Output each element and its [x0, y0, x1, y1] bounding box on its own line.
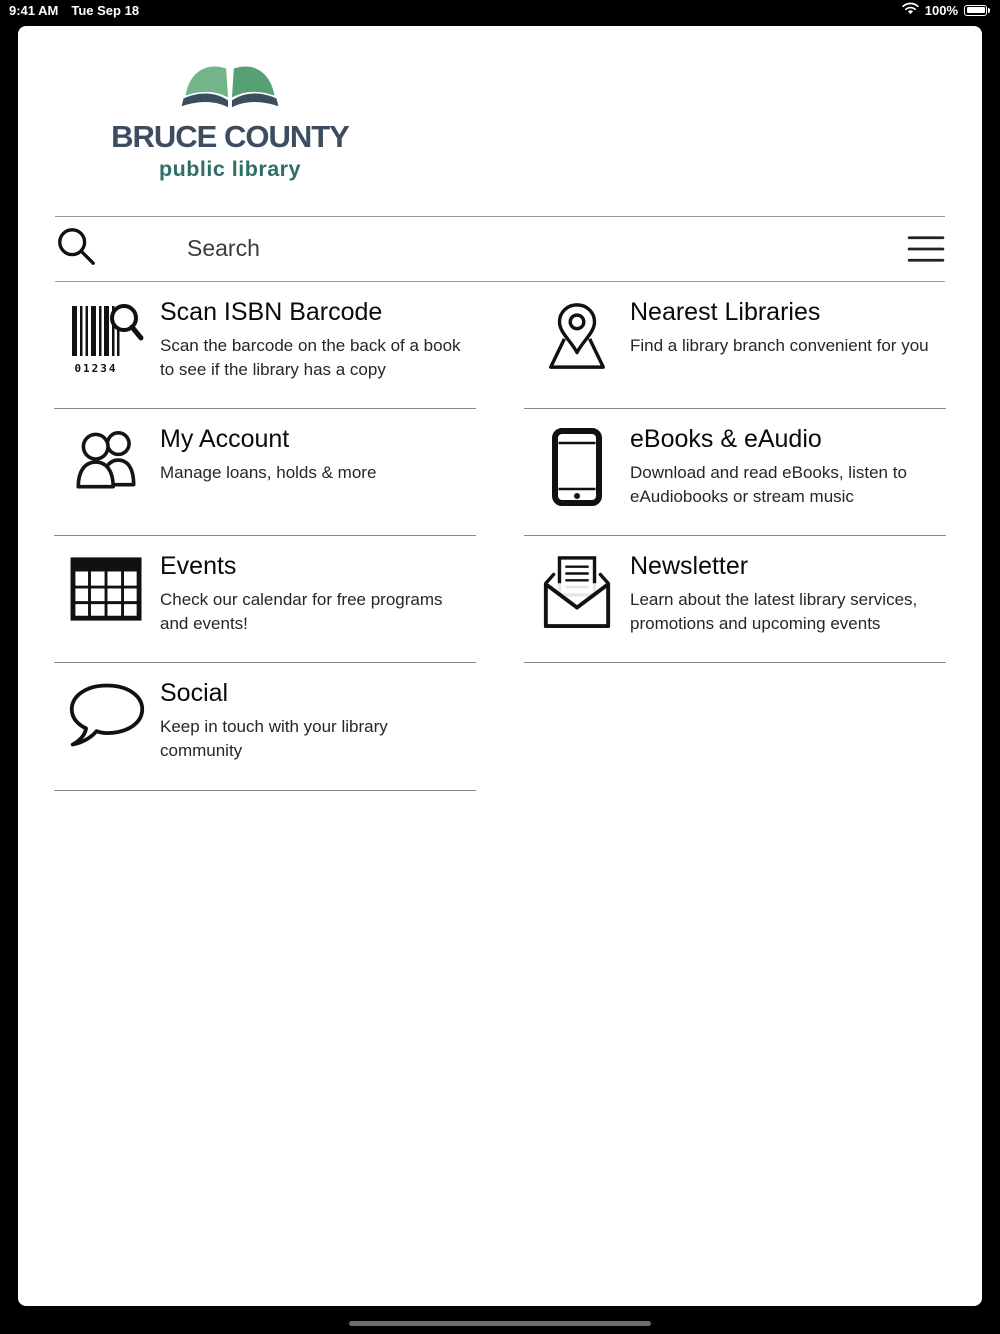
menu-item-description: Learn about the latest library services, promotions and upcoming events [630, 590, 918, 634]
logo-title: BRUCE COUNTY [111, 119, 349, 154]
logo-subtitle: public library [158, 156, 301, 181]
menu-item-my-account[interactable] [54, 409, 476, 536]
calendar-icon [54, 552, 160, 624]
barcode-scan-icon [54, 298, 160, 376]
library-logo [110, 52, 350, 182]
status-right [902, 2, 991, 19]
menu-item-social[interactable] [54, 663, 476, 790]
app-screen [18, 26, 982, 1306]
svg-text:01234: 01234 [74, 361, 118, 375]
menu-item-body [160, 552, 476, 636]
menu-item-body [160, 679, 476, 763]
menu-item-body [630, 425, 946, 509]
smartphone-icon [524, 425, 630, 507]
menu-item-ebooks-eaudio[interactable] [524, 409, 946, 536]
open-book-icon [170, 101, 290, 118]
hamburger-menu-icon[interactable] [907, 234, 945, 264]
menu-item-scan-isbn-barcode[interactable] [54, 282, 476, 409]
status-left [9, 3, 139, 18]
status-date: Tue Sep 18 [71, 2, 140, 18]
speech-bubble-icon [54, 679, 160, 749]
battery-percent: 100% [924, 2, 958, 18]
menu-item-title: Events [160, 552, 237, 581]
menu-item-description: Keep in touch with your library community [160, 717, 388, 761]
search-icon[interactable] [55, 225, 97, 272]
status-time: 9:41 AM [9, 2, 59, 18]
menu-grid [54, 282, 946, 791]
search-input[interactable]: Search [187, 235, 260, 262]
map-pin-icon [524, 298, 630, 372]
menu-item-title: My Account [160, 424, 290, 453]
menu-item-newsletter[interactable] [524, 536, 946, 663]
my-account-icon [54, 425, 160, 491]
menu-item-body [630, 552, 946, 636]
menu-item-nearest-libraries[interactable] [524, 282, 946, 409]
menu-item-title: Social [160, 679, 229, 708]
menu-item-body [160, 425, 378, 485]
menu-item-description: Manage loans, holds & more [160, 462, 377, 482]
menu-item-description: Scan the barcode on the back of a book to see if the library has a copy [160, 335, 461, 379]
menu-item-body [630, 298, 931, 358]
newsletter-icon [524, 552, 630, 630]
menu-item-title: Nearest Libraries [630, 297, 821, 326]
battery-icon [964, 5, 987, 16]
menu-item-events[interactable] [54, 536, 476, 663]
menu-item-title: Scan ISBN Barcode [160, 297, 383, 326]
status-bar [0, 0, 1000, 20]
search-bar[interactable] [55, 216, 945, 282]
home-indicator[interactable] [349, 1321, 651, 1326]
menu-item-description: Download and read eBooks, listen to eAudiobooks or stream music [630, 462, 907, 506]
menu-item-body [160, 298, 476, 382]
menu-item-title: eBooks & eAudio [630, 424, 822, 453]
menu-item-description: Find a library branch convenient for you [630, 335, 929, 355]
wifi-icon [902, 2, 919, 19]
menu-item-description: Check our calendar for free programs and events! [160, 590, 443, 634]
menu-item-title: Newsletter [630, 552, 749, 581]
